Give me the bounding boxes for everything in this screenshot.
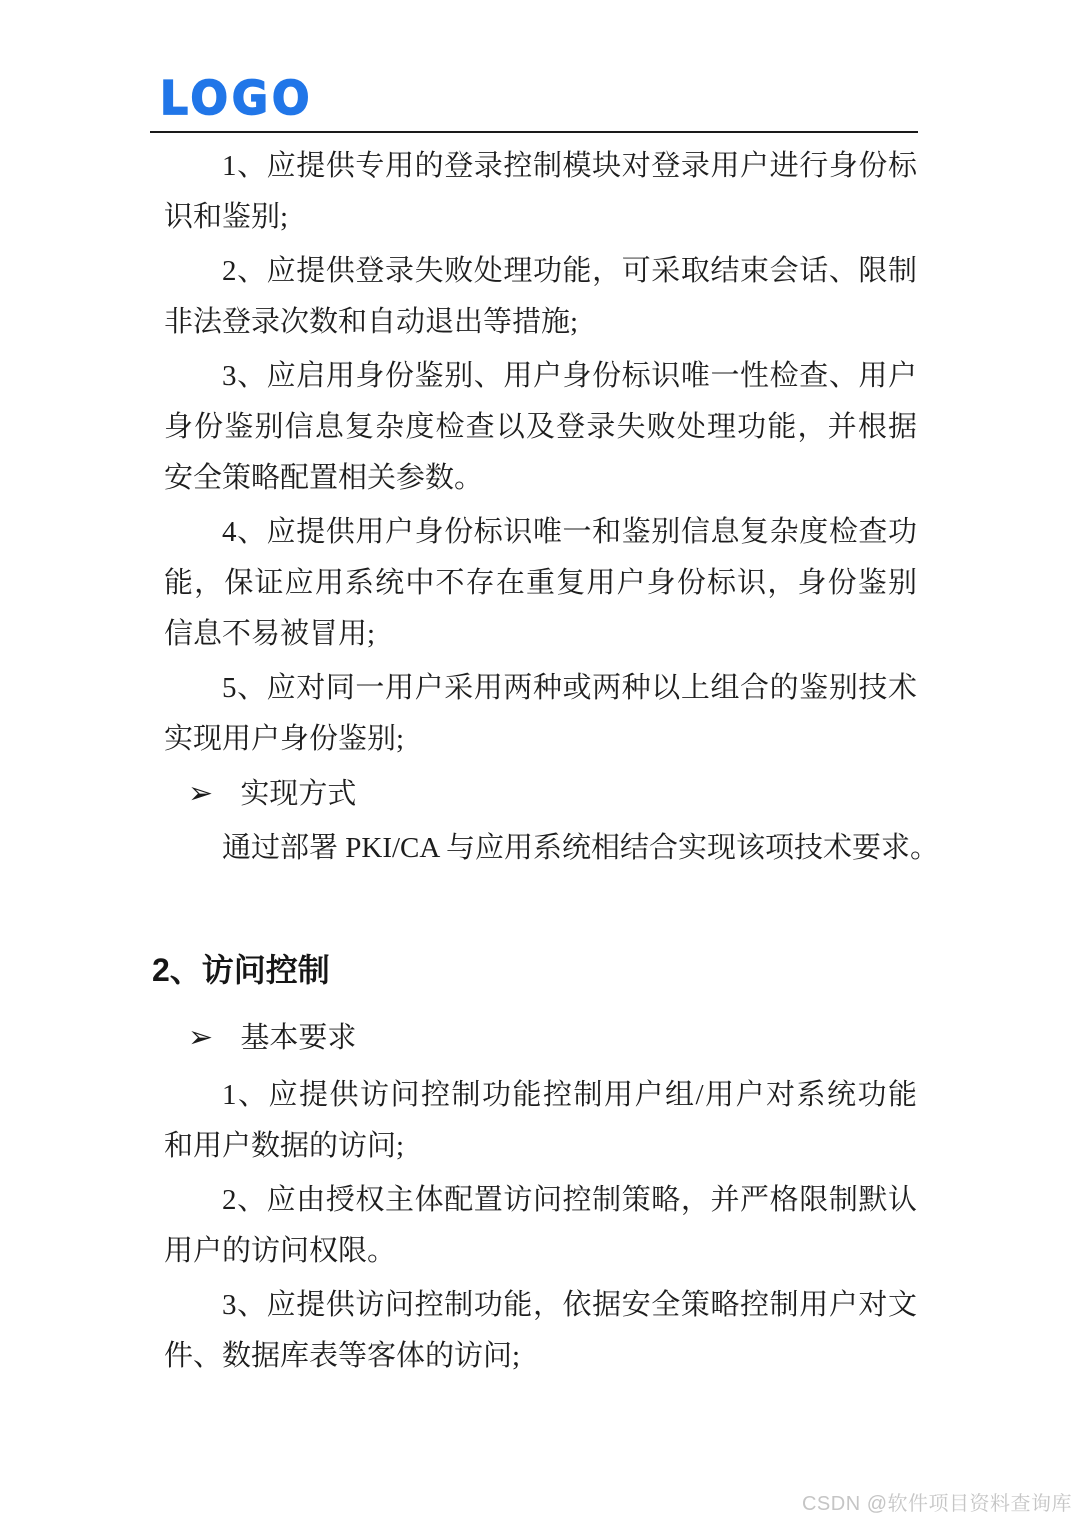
text-line: 识和鉴别;	[164, 201, 289, 233]
text-line: 4、应提供用户身份标识唯一和鉴别信息复杂度检查功	[222, 516, 917, 548]
text-line: 信息不易被冒用;	[164, 618, 376, 650]
basic-requirements-bullet	[164, 1012, 917, 1064]
text-line: 非法登录次数和自动退出等措施;	[164, 306, 579, 338]
text-line: 用户的访问权限。	[164, 1235, 397, 1267]
implementation-body	[164, 823, 939, 874]
implementation-bullet	[164, 768, 917, 820]
requirement-paragraph	[164, 1175, 917, 1277]
text-line: 和用户数据的访问;	[164, 1130, 405, 1162]
header-divider	[150, 131, 918, 133]
text-line: 3、应提供访问控制功能，依据安全策略控制用户对文	[222, 1289, 917, 1321]
requirement-paragraph	[164, 1070, 917, 1172]
requirement-paragraph	[164, 351, 917, 504]
implementation-label: 实现方式	[240, 778, 357, 810]
text-line: 2、应由授权主体配置访问控制策略，并严格限制默认	[222, 1184, 917, 1216]
text-line: 通过部署 PKI/CA 与应用系统相结合实现该项技术要求。	[222, 832, 939, 864]
text-line: 5、应对同一用户采用两种或两种以上组合的鉴别技术	[222, 672, 917, 704]
requirement-paragraph	[164, 663, 917, 765]
text-line: 1、应提供专用的登录控制模块对登录用户进行身份标	[222, 150, 917, 182]
text-line: 1、应提供访问控制功能控制用户组/用户对系统功能	[222, 1079, 917, 1111]
text-line: 实现用户身份鉴别;	[164, 723, 405, 755]
text-line: 3、应启用身份鉴别、用户身份标识唯一性检查、用户	[222, 360, 917, 392]
requirement-paragraph	[164, 507, 917, 660]
text-line: 2、应提供登录失败处理功能，可采取结束会话、限制	[222, 255, 917, 287]
requirement-paragraph	[164, 141, 917, 243]
arrow-bullet-icon: ➢	[188, 776, 214, 811]
watermark: CSDN @软件项目资料查询库	[801, 1493, 1072, 1515]
text-line: 能，保证应用系统中不存在重复用户身份标识，身份鉴别	[164, 567, 917, 599]
text-line: 安全策略配置相关参数。	[164, 462, 484, 494]
requirement-paragraph	[164, 1280, 917, 1382]
logo: LOGO	[160, 71, 314, 126]
arrow-bullet-icon: ➢	[188, 1020, 214, 1055]
text-line: 身份鉴别信息复杂度检查以及登录失败处理功能，并根据	[164, 411, 917, 443]
document-body	[152, 141, 939, 1385]
text-line: 件、数据库表等客体的访问;	[164, 1340, 521, 1372]
section-heading: 2、访问控制	[152, 952, 330, 988]
basic-requirements-label: 基本要求	[240, 1022, 357, 1054]
requirement-paragraph	[164, 246, 917, 348]
